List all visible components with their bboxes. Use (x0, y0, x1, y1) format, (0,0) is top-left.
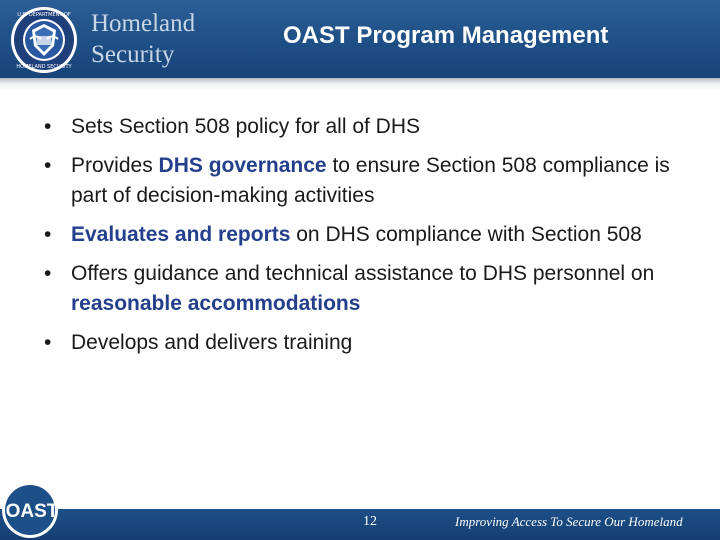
bullet-text: Provides (71, 154, 159, 177)
agency-name (91, 8, 195, 70)
bullet-item (44, 328, 694, 358)
oast-logo-icon (0, 480, 68, 540)
page-number: 12 (363, 514, 377, 529)
bullet-dot-icon: • (44, 331, 52, 354)
bullet-text: Offers guidance and technical assistance to DHS personnel on (71, 262, 655, 285)
bullet-text: Sets Section 508 policy for all of DHS (71, 115, 421, 138)
agency-line-2: Security (91, 41, 175, 68)
bullet-item (44, 220, 694, 250)
oast-logo-text: OAST (5, 501, 59, 522)
bullet-item (44, 151, 694, 211)
seal-text-top: U.S. DEPARTMENT OF (17, 12, 71, 18)
bullet-item (44, 259, 694, 319)
agency-line-1: Homeland (91, 10, 196, 37)
footer-tagline: Improving Access To Secure Our Homeland (455, 514, 683, 529)
bullet-dot-icon: • (44, 154, 52, 177)
bullet-text: to ensure Section 508 compliance is part of decision-making activities (71, 154, 670, 207)
slide-title: OAST Program Management (283, 22, 609, 49)
bullet-dot-icon: • (44, 223, 52, 246)
bullet-text: Develops and delivers training (71, 331, 353, 354)
bullet-dot-icon: • (44, 262, 52, 285)
header-bar (0, 0, 720, 78)
bullet-highlight-text: reasonable accommodations (71, 292, 361, 315)
bullet-text: on DHS compliance with Section 508 (290, 223, 642, 246)
bullet-item (44, 112, 694, 142)
bullet-list (44, 112, 694, 367)
bullet-highlight-text: Evaluates and reports (71, 223, 291, 246)
bullet-dot-icon: • (44, 115, 52, 138)
dhs-seal-icon (10, 6, 78, 74)
seal-text-bottom: HOMELAND SECURITY (16, 64, 72, 70)
header-shadow (0, 78, 720, 90)
bullet-highlight-text: DHS governance (158, 154, 327, 177)
